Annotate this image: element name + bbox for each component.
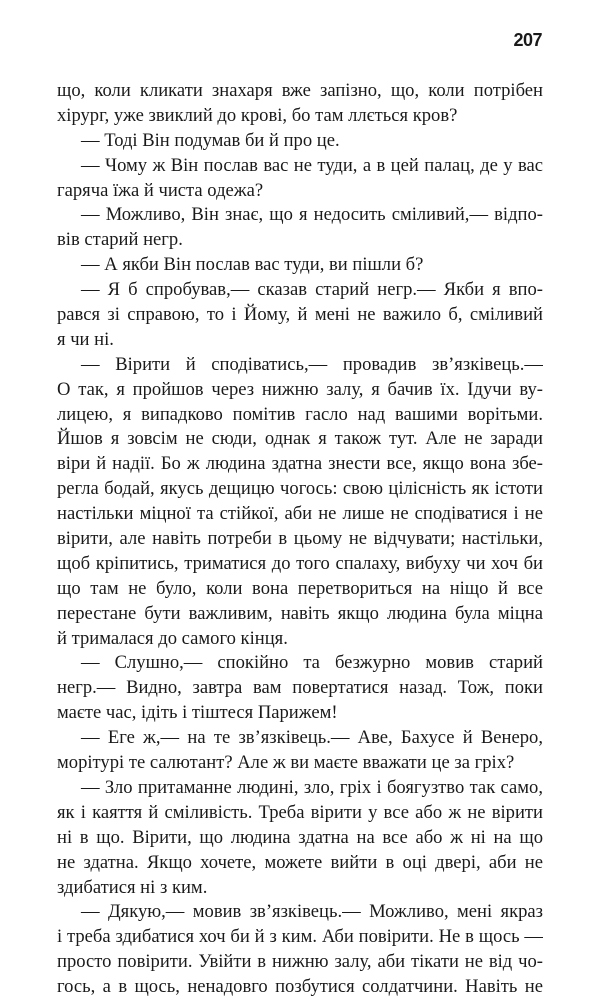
text-line: і треба здибатися хоч би й з ким. Аби повірити. Не в щось — [57, 926, 543, 948]
text-line: — Можливо, Він знає, що я недосить сміливий,— відпо- [81, 204, 543, 226]
text-line: що, коли кликати знахаря вже запізно, що, коли потрібен [57, 80, 543, 101]
text-line: — Зло притаманне людині, зло, гріх і боягузтво так само, [81, 776, 543, 798]
text-line: просто повірити. Увійти в нижню залу, аби тікати не від чо- [57, 951, 543, 973]
text-line: регла бодай, якусь дещицю чогось: свою цілісність як істоти [57, 478, 543, 500]
text-line: гаряча їжа й чиста одежа? [57, 179, 264, 201]
text-line: — Я б спробував,— сказав старий негр.— Якби я впо- [81, 279, 543, 301]
text-line: я чи ні. [57, 328, 114, 350]
text-line: — Дякую,— мовив зв’язківець.— Можливо, мені якраз [81, 901, 543, 923]
text-line: вів старий негр. [57, 229, 183, 251]
text-line: рався зі справою, то і Йому, й мені не важило б, сміливий [57, 304, 543, 326]
text-line: ні в що. Вірити, що людина здатна на все або ж ні на що [57, 826, 543, 848]
text-line: як і каяття й сміливість. Треба вірити у все або ж не вірити [57, 801, 543, 823]
text-line: — Тоді Він подумав би й про це. [81, 129, 340, 151]
text-line: що там не було, коли вона перетвориться на ніщо й все [57, 577, 543, 599]
text-line: негр.— Видно, завтра вам повертатися назад. Тож, поки [57, 677, 543, 699]
text-line: — Чому ж Він послав вас не туди, а в цей палац, де у вас [81, 154, 543, 176]
text-line: вірити, але навіть потреби в цьому не відчувати; настільки, [57, 528, 543, 550]
text-line: — Вірити й сподіватись,— провадив зв’язківець.— [81, 353, 543, 375]
text-line: морітурі те салютант? Але ж ви маєте вважати це за гріх? [57, 752, 515, 774]
text-line: здибатися ні з ким. [57, 876, 208, 898]
text-line: гось, а в щось, ненадовго позбутися солдатчини. Навіть не [57, 976, 543, 998]
text-line: перестане бути важливим, навіть якщо людина була міцна [57, 602, 543, 624]
text-line: лицею, я випадково помітив гасло над вашими ворітьми. [57, 403, 543, 425]
text-line: віри й надії. Бо ж людина здатна знести все, якщо вона збе- [57, 453, 543, 475]
text-line: О так, я пройшов через нижню залу, я бачив їх. Ідучи ву- [57, 378, 543, 400]
text-line: — А якби Він послав вас туди, ви пішли б? [81, 254, 424, 276]
text-line: — Еге ж,— на те зв’язківець.— Аве, Бахусе й Венеро, [81, 727, 543, 749]
text-line: не здатна. Якщо хочете, можете вийти в оці двері, аби не [57, 851, 543, 873]
text-line: — Слушно,— спокійно та безжурно мовив старий [81, 652, 543, 674]
text-line: хірург, уже звиклий до крові, бо там ллється кров? [57, 104, 458, 126]
text-line: Йшов я зовсім не сюди, однак я також тут. Але не заради [57, 428, 543, 450]
text-line: й трималася до самого кінця. [57, 627, 288, 649]
text-line: щоб кріпитись, триматися до того спалаху, вибуху чи хоч би [57, 552, 543, 574]
body-text [57, 79, 543, 1000]
text-line: маєте час, ідіть і тіштеся Парижем! [57, 702, 338, 724]
page-number: 207 [513, 30, 542, 50]
text-line: настільки міцної та стійкої, аби не лише не сподіватися і не [57, 503, 543, 525]
